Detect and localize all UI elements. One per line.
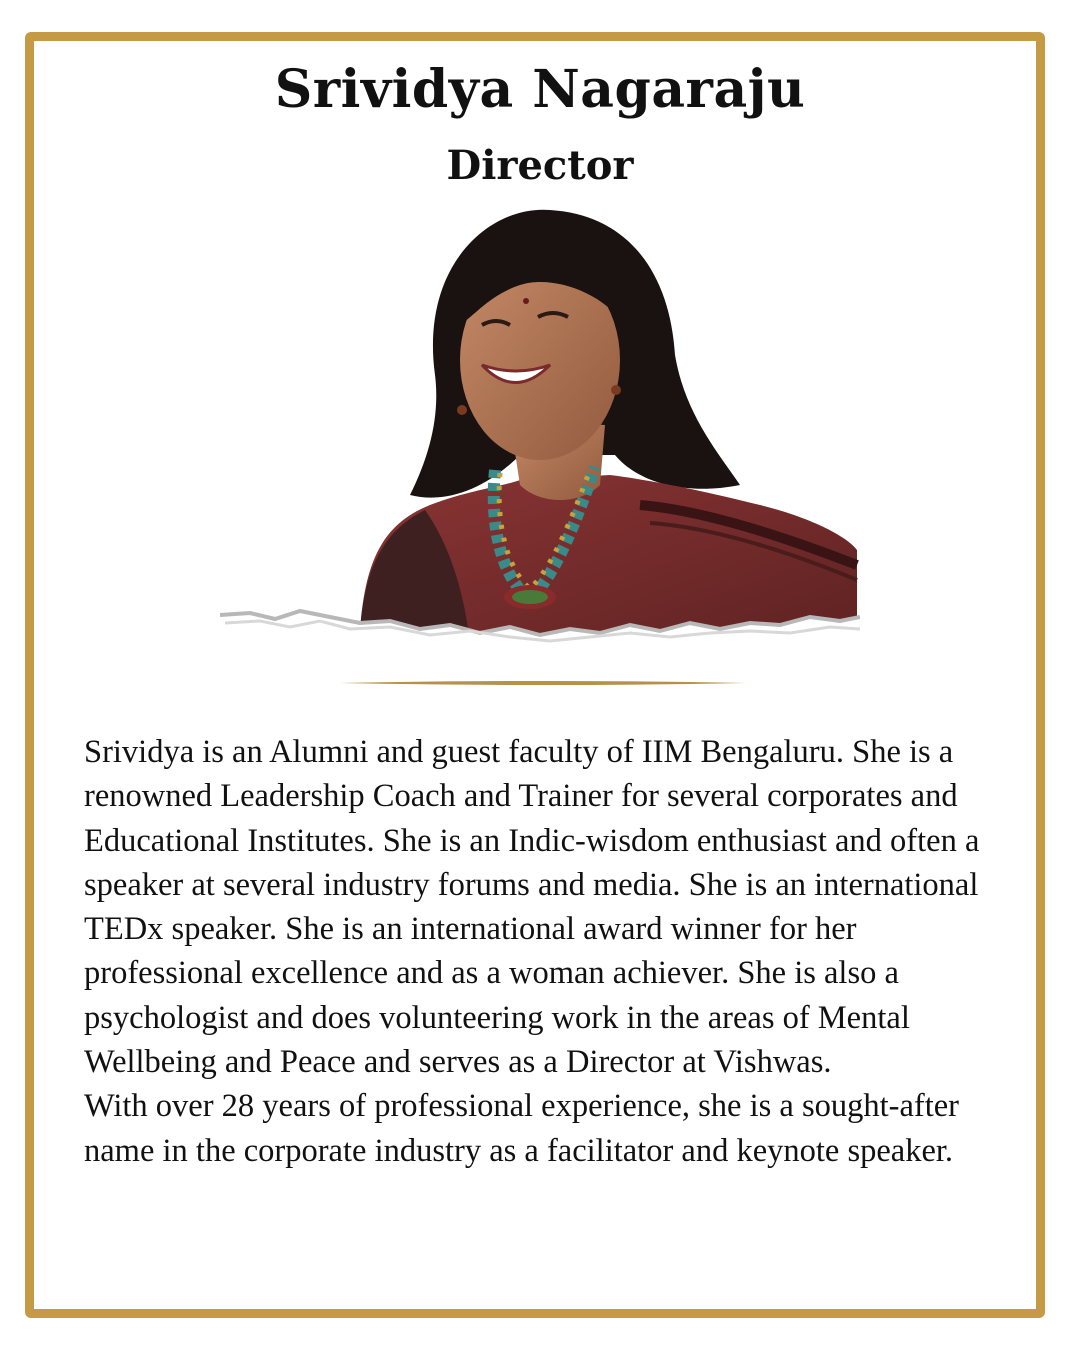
portrait-photo — [220, 205, 860, 665]
bio-paragraph: With over 28 years of professional experience, she is a sought-after name in the corporate industry as a facilitator and keynote speaker. — [84, 1088, 959, 1169]
bio-text — [84, 730, 1014, 1173]
person-name: Srividya Nagaraju — [274, 59, 806, 120]
bio-paragraph: Srividya is an Alumni and guest faculty of IIM Bengaluru. She is a renowned Leadership Coach and Trainer for several corporates and Educational Institutes. She is an Indic-wisdom enthusiast and often a speaker at several industry forums and media. She is an international TEDx speaker. She is an international award winner for her professional excellence and as a woman achiever. She is also a psychologist and does volunteering work in the areas of Mental Wellbeing and Peace and serves as a Director at Vishwas. — [84, 734, 980, 1081]
gold-divider — [340, 680, 746, 686]
person-role: Director — [446, 142, 634, 189]
